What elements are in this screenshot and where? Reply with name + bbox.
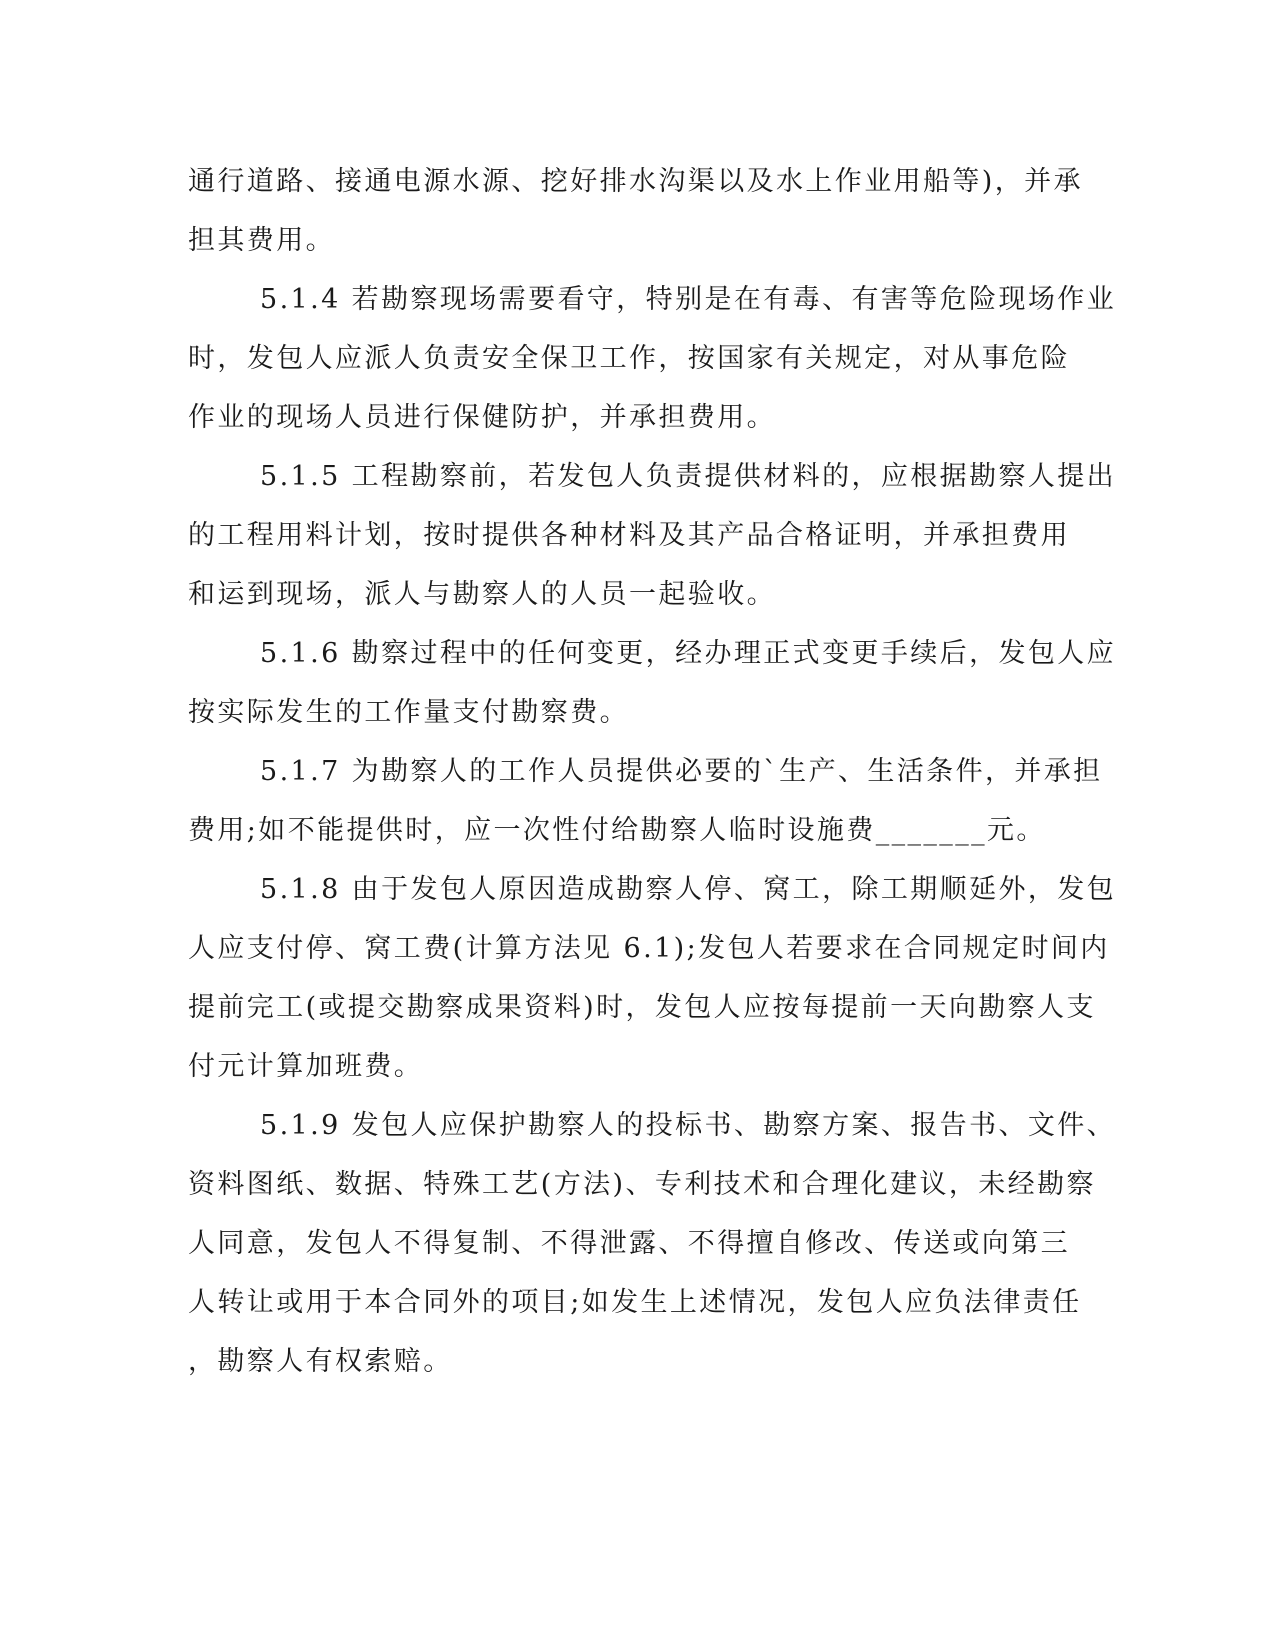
text-line: ，勘察人有权索赔。 <box>188 1346 453 1377</box>
text-line: 人转让或用于本合同外的项目;如发生上述情况，发包人应负法律责任 <box>188 1287 1082 1318</box>
clause-5-1-8: 5.1.8 由于发包人原因造成勘察人停、窝工，除工期顺延外，发包 <box>260 874 1117 905</box>
text-line: 付元计算加班费。 <box>188 1051 424 1082</box>
text-line: 资料图纸、数据、特殊工艺(方法)、专利技术和合理化建议，未经勘察 <box>188 1169 1096 1200</box>
text-line: 担其费用。 <box>188 225 335 256</box>
clause-5-1-6: 5.1.6 勘察过程中的任何变更，经办理正式变更手续后，发包人应 <box>260 638 1117 669</box>
clause-5-1-7: 5.1.7 为勘察人的工作人员提供必要的`生产、生活条件，并承担 <box>260 756 1103 787</box>
text-line: 提前完工(或提交勘察成果资料)时，发包人应按每提前一天向勘察人支 <box>188 992 1096 1023</box>
clause-5-1-4: 5.1.4 若勘察现场需要看守，特别是在有毒、有害等危险现场作业 <box>260 284 1117 315</box>
text-line: 时，发包人应派人负责安全保卫工作，按国家有关规定，对从事危险 <box>188 343 1070 374</box>
text-line: 和运到现场，派人与勘察人的人员一起验收。 <box>188 579 776 610</box>
text-line: 人同意，发包人不得复制、不得泄露、不得擅自修改、传送或向第三 <box>188 1228 1070 1259</box>
text-line: 作业的现场人员进行保健防护，并承担费用。 <box>188 402 776 433</box>
clause-5-1-5: 5.1.5 工程勘察前，若发包人负责提供材料的，应根据勘察人提出 <box>260 461 1117 492</box>
clause-5-1-9: 5.1.9 发包人应保护勘察人的投标书、勘察方案、报告书、文件、 <box>260 1110 1117 1141</box>
text-line: 费用;如不能提供时，应一次性付给勘察人临时设施费_______元。 <box>188 815 1046 846</box>
text-line: 通行道路、接通电源水源、挖好排水沟渠以及水上作业用船等)，并承 <box>188 166 1083 197</box>
text-line: 人应支付停、窝工费(计算方法见 6.1);发包人若要求在合同规定时间内 <box>188 933 1110 964</box>
text-line: 的工程用料计划，按时提供各种材料及其产品合格证明，并承担费用 <box>188 520 1070 551</box>
text-line: 按实际发生的工作量支付勘察费。 <box>188 697 629 728</box>
